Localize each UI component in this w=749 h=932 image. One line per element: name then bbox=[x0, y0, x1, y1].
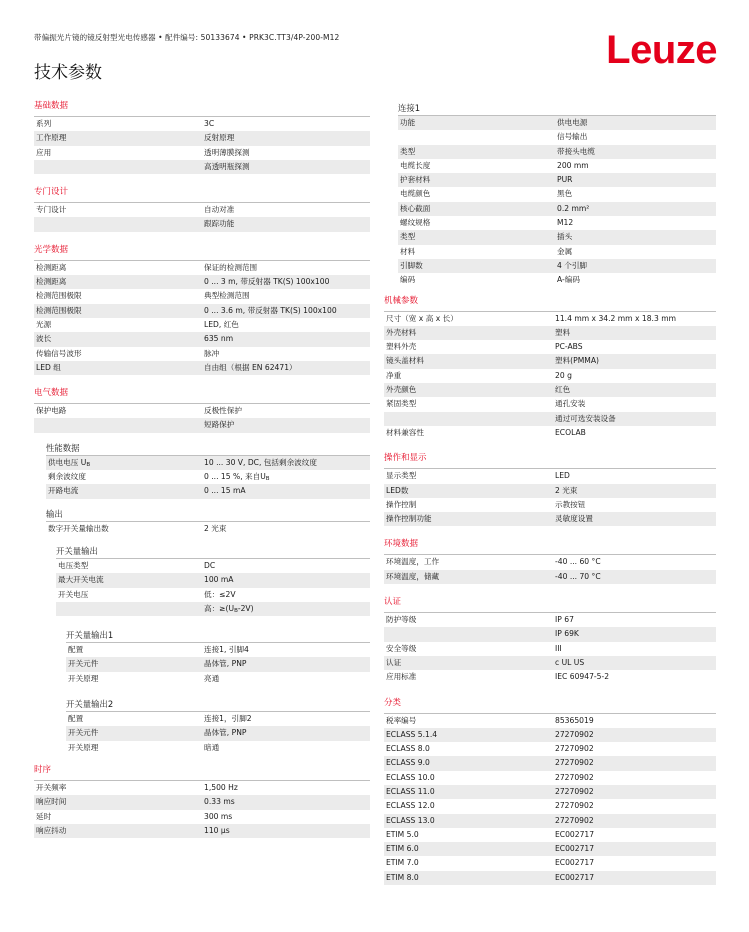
spec-value: A-编码 bbox=[557, 275, 580, 285]
spec-key: 供电电压 $U_B$ bbox=[46, 456, 202, 470]
right-column bbox=[384, 100, 716, 885]
spec-row bbox=[384, 484, 716, 498]
spec-key: 配置 bbox=[68, 645, 84, 655]
spec-key: ECLASS 9.0 bbox=[384, 756, 553, 770]
section-title: 机械参数 bbox=[384, 295, 419, 306]
spec-row bbox=[34, 261, 370, 275]
spec-key: ETIM 7.0 bbox=[386, 858, 419, 868]
spec-row bbox=[34, 795, 370, 809]
spec-key: 紧固类型 bbox=[386, 399, 417, 409]
spec-key: 检测距离 bbox=[34, 275, 202, 289]
spec-value: 0.33 ms bbox=[202, 795, 370, 809]
spec-value: c UL US bbox=[553, 656, 716, 670]
spec-key: 开关原理 bbox=[68, 742, 99, 752]
spec-row bbox=[34, 318, 370, 332]
spec-key: ETIM 5.0 bbox=[386, 829, 419, 839]
spec-value: 通孔安装 bbox=[555, 399, 586, 409]
spec-value: 200 mm bbox=[557, 160, 589, 170]
spec-key: 环境温度，工作 bbox=[386, 557, 440, 567]
spec-row bbox=[384, 771, 716, 785]
spec-value: 1,500 Hz bbox=[204, 782, 238, 792]
spec-row bbox=[384, 426, 716, 440]
spec-row bbox=[398, 259, 716, 273]
spec-row bbox=[46, 484, 370, 498]
spec-row bbox=[384, 842, 716, 856]
spec-key: ECLASS 10.0 bbox=[386, 772, 435, 782]
spec-key: ECLASS 13.0 bbox=[384, 814, 553, 828]
spec-row bbox=[34, 404, 370, 418]
spec-key: 配置 bbox=[68, 714, 84, 724]
spec-value: 27270902 bbox=[553, 756, 716, 770]
spec-key: 类型 bbox=[398, 230, 555, 244]
spec-key: 镜头盖材料 bbox=[384, 354, 553, 368]
spec-value: PUR bbox=[555, 173, 716, 187]
spec-table bbox=[398, 116, 716, 288]
spec-table bbox=[34, 117, 370, 174]
spec-value: 0 ... 15 %, 来自$U_B$ bbox=[204, 472, 270, 483]
spec-value: 反射原理 bbox=[202, 131, 370, 145]
spec-row bbox=[34, 146, 370, 160]
spec-key: ECLASS 8.0 bbox=[386, 744, 430, 754]
spec-value: 635 nm bbox=[202, 332, 370, 346]
spec-value: 自动对准 bbox=[204, 205, 235, 215]
spec-row bbox=[384, 871, 716, 885]
spec-table bbox=[34, 261, 370, 375]
spec-row bbox=[46, 456, 370, 470]
section-title: 环境数据 bbox=[384, 539, 419, 550]
spec-key bbox=[34, 418, 202, 432]
spec-value: 保证的检测范围 bbox=[204, 262, 258, 272]
spec-row bbox=[384, 326, 716, 340]
section-electrical-data bbox=[34, 387, 370, 755]
section-title: 分类 bbox=[384, 697, 402, 708]
spec-value: 高透明瓶探测 bbox=[202, 160, 370, 174]
section-title: 专门设计 bbox=[34, 187, 69, 198]
subsection-title: 性能数据 bbox=[46, 442, 80, 453]
spec-row bbox=[66, 741, 370, 755]
spec-value: IP 67 bbox=[555, 615, 574, 625]
spec-key: 认证 bbox=[384, 656, 553, 670]
spec-row bbox=[384, 369, 716, 383]
spec-row bbox=[384, 799, 716, 813]
spec-row bbox=[66, 712, 370, 726]
section-mechanical bbox=[384, 295, 716, 441]
section-special-design bbox=[34, 186, 370, 232]
spec-key: 护套材料 bbox=[398, 173, 555, 187]
spec-value: 通过可选安装设备 bbox=[553, 412, 716, 426]
spec-row bbox=[66, 657, 370, 671]
spec-value: 11.4 mm x 34.2 mm x 18.3 mm bbox=[555, 313, 676, 323]
section-title: 基础数据 bbox=[34, 101, 69, 111]
spec-key: ECLASS 12.0 bbox=[386, 801, 435, 811]
spec-row bbox=[398, 116, 716, 130]
spec-value: III bbox=[555, 643, 562, 653]
spec-row bbox=[384, 756, 716, 770]
spec-row bbox=[34, 304, 370, 318]
section-title: 电气数据 bbox=[34, 388, 69, 399]
spec-row bbox=[34, 347, 370, 361]
spec-row bbox=[34, 217, 370, 231]
section-certification bbox=[384, 596, 716, 684]
spec-key: 电缆长度 bbox=[400, 160, 431, 170]
spec-key: 最大开关电流 bbox=[56, 573, 202, 587]
spec-value: 亮通 bbox=[204, 673, 220, 683]
spec-row bbox=[384, 397, 716, 411]
spec-row bbox=[56, 602, 370, 616]
subsection-output-1 bbox=[66, 629, 370, 755]
spec-row bbox=[34, 117, 370, 131]
spec-key: ETIM 8.0 bbox=[384, 871, 553, 885]
spec-key: 专门设计 bbox=[36, 205, 67, 215]
subsection-title: 开关量输出1 bbox=[66, 630, 114, 641]
spec-table bbox=[66, 643, 370, 686]
spec-key: 电缆颜色 bbox=[400, 189, 431, 199]
subsection-title: 输出 bbox=[46, 508, 63, 519]
spec-row bbox=[384, 856, 716, 870]
spec-row bbox=[34, 275, 370, 289]
spec-key: ECLASS 5.1.4 bbox=[384, 728, 553, 742]
spec-row bbox=[34, 810, 370, 824]
spec-key: 塑料外壳 bbox=[386, 342, 417, 352]
spec-value: 示教按钮 bbox=[555, 499, 586, 509]
spec-key bbox=[34, 217, 202, 231]
spec-value: 带接头电缆 bbox=[555, 145, 716, 159]
spec-key: ECLASS 11.0 bbox=[384, 785, 553, 799]
spec-row bbox=[384, 814, 716, 828]
leuze-logo: Leuze bbox=[606, 28, 717, 72]
spec-row bbox=[46, 470, 370, 484]
page-title: 技术参数 bbox=[34, 63, 102, 83]
spec-key: LED 组 bbox=[34, 361, 202, 375]
spec-value: 0 ... 3.6 m, 带反射器 TK(S) 100x100 bbox=[202, 304, 370, 318]
spec-value: 典型检测范围 bbox=[204, 291, 250, 301]
spec-value: 27270902 bbox=[553, 785, 716, 799]
spec-row bbox=[56, 559, 370, 573]
spec-value: 100 mA bbox=[202, 573, 370, 587]
spec-key: 开关频率 bbox=[36, 782, 67, 792]
spec-value: 20 g bbox=[555, 370, 572, 380]
spec-value: 暗通 bbox=[204, 742, 220, 752]
spec-table bbox=[34, 404, 370, 433]
spec-key: 光源 bbox=[36, 319, 52, 329]
spec-row bbox=[66, 726, 370, 740]
spec-row bbox=[398, 245, 716, 259]
spec-row bbox=[384, 555, 716, 569]
spec-value: EC002717 bbox=[553, 871, 716, 885]
section-classification bbox=[384, 697, 716, 886]
spec-key: 材料 bbox=[400, 246, 416, 256]
spec-key: 核心截面 bbox=[398, 202, 555, 216]
spec-row bbox=[384, 340, 716, 354]
spec-key: 保护电路 bbox=[36, 406, 67, 416]
spec-value: M12 bbox=[557, 218, 574, 228]
spec-row bbox=[384, 498, 716, 512]
spec-value: 供电电源 bbox=[555, 116, 716, 130]
spec-value: 脉冲 bbox=[204, 348, 220, 358]
section-connection-1 bbox=[398, 102, 716, 288]
section-operation-display bbox=[384, 452, 716, 526]
spec-key: 应用 bbox=[36, 147, 52, 157]
spec-value: LED bbox=[555, 471, 570, 481]
spec-value: EC002717 bbox=[555, 858, 595, 868]
spec-key: 净重 bbox=[386, 370, 402, 380]
spec-key: 系列 bbox=[36, 119, 52, 128]
spec-key: 传输信号波形 bbox=[36, 348, 82, 358]
spec-value: 反极性保护 bbox=[204, 406, 242, 416]
spec-key bbox=[56, 602, 202, 616]
spec-row bbox=[56, 588, 370, 602]
spec-row bbox=[34, 824, 370, 838]
subsection-title: 开关量输出 bbox=[56, 545, 98, 556]
spec-value: 金属 bbox=[557, 246, 573, 256]
spec-table bbox=[384, 469, 716, 526]
spec-key bbox=[384, 627, 553, 641]
spec-row bbox=[384, 512, 716, 526]
spec-key bbox=[34, 160, 202, 174]
spec-value: 晶体管, PNP bbox=[202, 726, 370, 740]
spec-row bbox=[384, 383, 716, 397]
spec-row bbox=[66, 643, 370, 657]
spec-value: 300 ms bbox=[204, 811, 233, 821]
spec-key: 引脚数 bbox=[398, 259, 555, 273]
spec-value: 红色 bbox=[553, 383, 716, 397]
spec-row bbox=[384, 469, 716, 483]
spec-key: 螺纹规格 bbox=[400, 218, 431, 228]
spec-key: 开关元件 bbox=[66, 657, 202, 671]
spec-row bbox=[34, 131, 370, 145]
spec-row bbox=[398, 273, 716, 287]
spec-key: ETIM 6.0 bbox=[384, 842, 553, 856]
spec-value: EC002717 bbox=[555, 829, 595, 839]
spec-key: 工作原理 bbox=[34, 131, 202, 145]
spec-row bbox=[384, 312, 716, 326]
spec-value: 短路保护 bbox=[202, 418, 370, 432]
spec-table bbox=[34, 203, 370, 232]
spec-value: 塑料 bbox=[553, 326, 716, 340]
spec-key: 外壳材料 bbox=[384, 326, 553, 340]
spec-key: 检测距离 bbox=[36, 262, 67, 272]
spec-key: 功能 bbox=[398, 116, 555, 130]
spec-row bbox=[398, 159, 716, 173]
spec-value: IP 69K bbox=[553, 627, 716, 641]
spec-key: 编码 bbox=[400, 275, 416, 285]
subsection-title: 开关量输出2 bbox=[66, 699, 114, 710]
spec-value: 连接1, 引脚4 bbox=[204, 645, 249, 655]
spec-value: 信号输出 bbox=[557, 132, 588, 142]
spec-key: 电压类型 bbox=[58, 560, 89, 570]
spec-value: 低：≤2V bbox=[204, 589, 236, 599]
spec-row bbox=[66, 672, 370, 686]
spec-row bbox=[398, 216, 716, 230]
section-environment bbox=[384, 538, 716, 584]
subsection-switching-output bbox=[56, 545, 370, 755]
spec-value: 27270902 bbox=[555, 744, 594, 754]
spec-value: 27270902 bbox=[555, 772, 594, 782]
spec-table bbox=[384, 714, 716, 886]
spec-row bbox=[398, 187, 716, 201]
spec-value: 高：$\ge(U_B-2V)$ bbox=[202, 602, 370, 616]
spec-value: 0.2 mm² bbox=[555, 202, 716, 216]
spec-table bbox=[384, 555, 716, 584]
spec-key: 环境温度，储藏 bbox=[384, 570, 553, 584]
spec-table bbox=[384, 613, 716, 684]
spec-value: DC bbox=[204, 560, 216, 570]
spec-key: 应用标准 bbox=[386, 672, 417, 682]
spec-table bbox=[66, 712, 370, 755]
spec-key bbox=[384, 412, 553, 426]
spec-row bbox=[34, 289, 370, 303]
spec-row bbox=[384, 354, 716, 368]
spec-row bbox=[384, 656, 716, 670]
spec-value: 27270902 bbox=[553, 728, 716, 742]
spec-row bbox=[384, 714, 716, 728]
spec-row bbox=[56, 573, 370, 587]
spec-key: 波长 bbox=[34, 332, 202, 346]
spec-key: 检测范围极限 bbox=[36, 291, 82, 301]
spec-row bbox=[34, 418, 370, 432]
spec-row bbox=[398, 230, 716, 244]
spec-value: 27270902 bbox=[555, 801, 594, 811]
spec-key: 操作控制功能 bbox=[384, 512, 553, 526]
spec-key: 响应抖动 bbox=[34, 824, 202, 838]
spec-row bbox=[384, 828, 716, 842]
spec-key bbox=[398, 130, 555, 144]
spec-row bbox=[398, 130, 716, 144]
spec-row bbox=[34, 361, 370, 375]
spec-row bbox=[384, 670, 716, 684]
spec-key: 类型 bbox=[398, 145, 555, 159]
spec-key: 安全等级 bbox=[386, 643, 417, 653]
spec-key: 数字开关量输出数 bbox=[48, 523, 109, 533]
spec-value: 2 光束 bbox=[204, 523, 227, 533]
spec-key: 延时 bbox=[36, 811, 52, 821]
spec-key: 税率编号 bbox=[386, 715, 417, 725]
spec-row bbox=[34, 332, 370, 346]
spec-table bbox=[384, 312, 716, 441]
spec-value: 2 光束 bbox=[553, 484, 716, 498]
subsection-performance bbox=[46, 442, 370, 755]
spec-key: 防护等级 bbox=[386, 615, 417, 625]
spec-value: 黑色 bbox=[557, 189, 573, 199]
spec-row bbox=[384, 742, 716, 756]
spec-value: 跟踪功能 bbox=[202, 217, 370, 231]
subsection-title: 连接1 bbox=[398, 103, 421, 113]
spec-value: 0 ... 15 mA bbox=[202, 484, 370, 498]
spec-value: 连接1，引脚2 bbox=[204, 714, 252, 724]
section-timing bbox=[34, 764, 370, 838]
header-line: 带偏振光片镜的镜反射型光电传感器 • 配件编号: 50133674 • PRK3C.TT3/4P-200-M12 bbox=[34, 33, 340, 42]
spec-key: 外壳颜色 bbox=[384, 383, 553, 397]
spec-key: 材料兼容性 bbox=[386, 427, 424, 437]
spec-key: 开路电流 bbox=[46, 484, 202, 498]
spec-value: ECOLAB bbox=[555, 427, 586, 437]
spec-value: EC002717 bbox=[553, 842, 716, 856]
spec-value: 灵敏度设置 bbox=[553, 512, 716, 526]
spec-row bbox=[34, 781, 370, 795]
spec-value: 4 个引脚 bbox=[555, 259, 716, 273]
spec-value: LED, 红色 bbox=[204, 319, 239, 329]
spec-row bbox=[384, 728, 716, 742]
spec-row bbox=[384, 642, 716, 656]
spec-value: 3C bbox=[204, 119, 215, 128]
section-basic-data bbox=[34, 100, 370, 174]
spec-value: 0 ... 3 m, 带反射器 TK(S) 100x100 bbox=[202, 275, 370, 289]
spec-row bbox=[46, 522, 370, 536]
section-title: 操作和显示 bbox=[384, 453, 427, 464]
spec-row bbox=[384, 785, 716, 799]
spec-value: 10 ... 30 V, DC, 包括剩余波纹度 bbox=[202, 456, 370, 470]
spec-table bbox=[56, 559, 370, 602]
spec-key: 显示类型 bbox=[386, 471, 417, 481]
spec-key: LED数 bbox=[384, 484, 553, 498]
spec-key: 操作控制 bbox=[386, 499, 417, 509]
spec-value: IEC 60947-5-2 bbox=[555, 672, 610, 682]
spec-key: 开关电压 bbox=[58, 589, 89, 599]
spec-key: 响应时间 bbox=[34, 795, 202, 809]
spec-row bbox=[398, 202, 716, 216]
spec-value: 85365019 bbox=[555, 715, 594, 725]
spec-value: -40 ... 60 °C bbox=[555, 557, 601, 567]
spec-row bbox=[384, 570, 716, 584]
spec-row bbox=[384, 412, 716, 426]
spec-value: -40 ... 70 °C bbox=[553, 570, 716, 584]
section-optical-data bbox=[34, 244, 370, 375]
section-title: 认证 bbox=[384, 597, 402, 608]
spec-value: 27270902 bbox=[553, 814, 716, 828]
spec-key: 剩余波纹度 bbox=[48, 472, 86, 482]
section-title: 时序 bbox=[34, 764, 52, 775]
spec-table bbox=[46, 522, 370, 536]
spec-value: 插头 bbox=[555, 230, 716, 244]
spec-key: 开关原理 bbox=[68, 673, 99, 683]
spec-key: 检测范围极限 bbox=[34, 304, 202, 318]
spec-key: 开关元件 bbox=[66, 726, 202, 740]
spec-row bbox=[384, 613, 716, 627]
spec-row bbox=[398, 145, 716, 159]
spec-table bbox=[34, 781, 370, 838]
spec-row bbox=[34, 203, 370, 217]
spec-row bbox=[398, 173, 716, 187]
spec-row bbox=[384, 627, 716, 641]
spec-value: PC-ABS bbox=[555, 342, 583, 352]
spec-value: 自由组（根据 EN 62471） bbox=[202, 361, 370, 375]
spec-key: 尺寸（宽 x 高 x 长） bbox=[386, 313, 458, 323]
spec-row bbox=[34, 160, 370, 174]
spec-value: 塑料(PMMA) bbox=[553, 354, 716, 368]
section-title: 光学数据 bbox=[34, 244, 69, 255]
left-column bbox=[34, 100, 370, 838]
spec-value: 110 µs bbox=[202, 824, 370, 838]
spec-value: 晶体管, PNP bbox=[202, 657, 370, 671]
spec-value: 透明薄膜探测 bbox=[204, 147, 250, 157]
